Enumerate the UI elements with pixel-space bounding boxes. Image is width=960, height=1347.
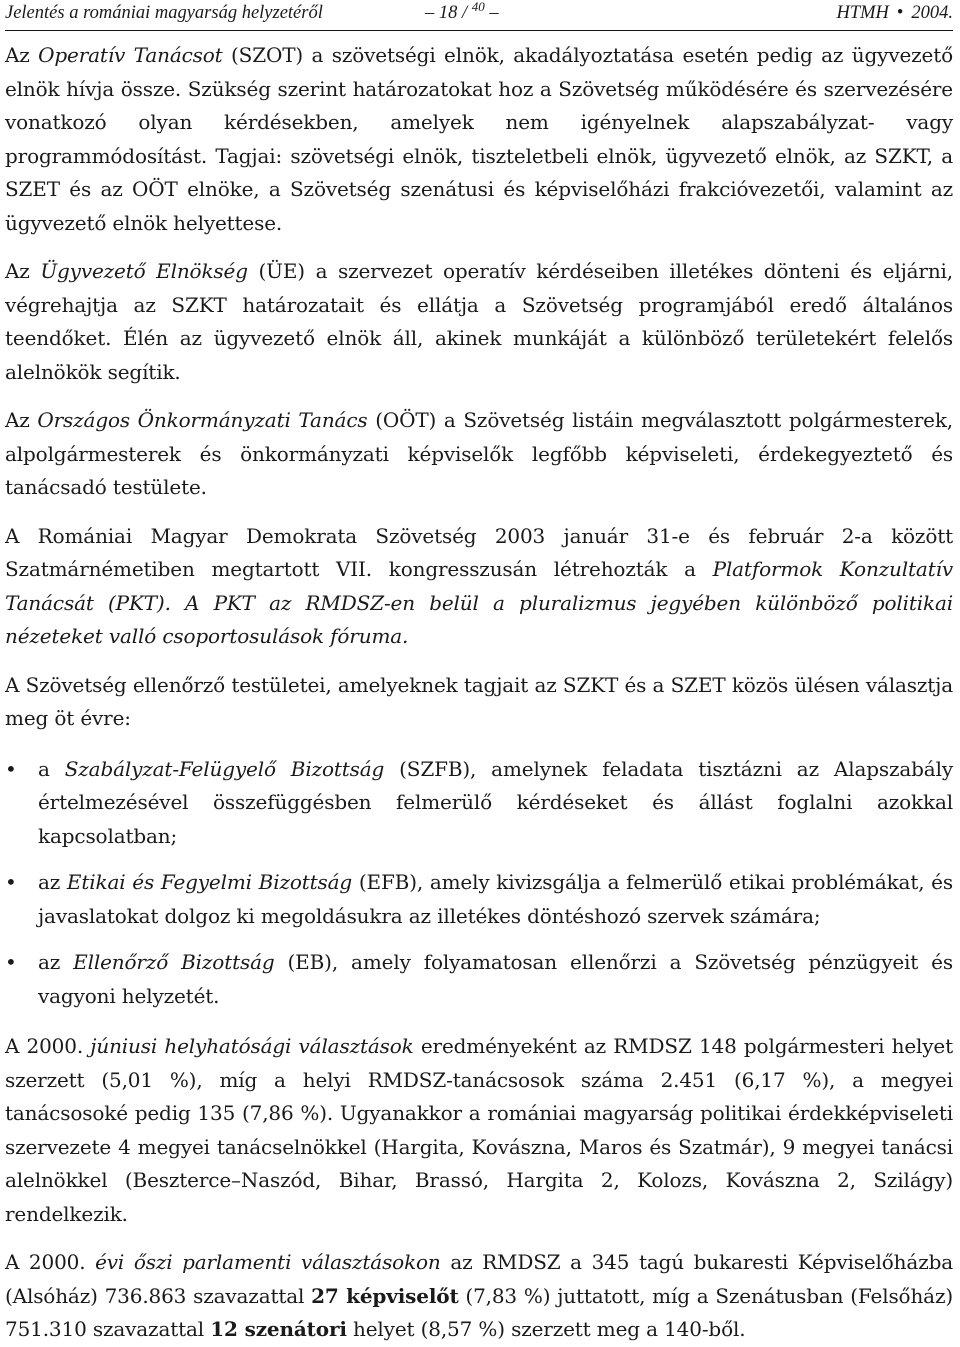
- text-span: (EB), amely folyamatosan ellenőrzi a Szövetség pénzügyeit és vagyoni helyzetét.: [38, 950, 953, 1008]
- text-span: (OÖT) a Szövetség listáin megválasztott polgármesterek, alpolgármesterek és önkormányzati képviselők legfőbb képviseleti, érdekegyeztető és tanácsadó testülete.: [5, 408, 953, 499]
- page-current: 18 /: [438, 3, 468, 23]
- page-total: 40: [471, 0, 485, 14]
- header-title: Jelentés a romániai magyarság helyzetéről: [5, 3, 323, 23]
- text-span: (ÜE) a szervezet operatív kérdéseiben illetékes dönteni és eljárni, végrehajtja az SZKT határozatait és ellátja a Szövetség programjából eredő általános teendőket. Élén az ügyvezető elnök áll, akinek munkáját a különböző területekért felelős alelnökök segítik.: [5, 259, 954, 384]
- control-bodies-list: [5, 753, 953, 1014]
- header-org-year: [836, 3, 953, 24]
- paragraph-control-bodies: [5, 669, 953, 736]
- italic-term: Országos Önkormányzati Tanács: [37, 408, 368, 432]
- text-span: Az: [5, 408, 38, 432]
- paragraph-pkt: [5, 520, 953, 654]
- text-span: (7,83 %) juttatott, míg a Szenátusban (Felsőház) 751.310 szavazattal: [5, 1283, 953, 1341]
- header-bullet: •: [896, 3, 904, 23]
- text-span: A 2000.: [5, 1034, 91, 1058]
- paragraph-oot: [5, 404, 953, 505]
- italic-term: Szabályzat-Felügyelő Bizottság: [64, 756, 385, 781]
- text-span: A Szövetség ellenőrző testületei, amelyeknek tagjait az SZKT és a SZET közös ülésen választja meg öt évre:: [5, 672, 953, 730]
- text-span: az: [38, 950, 74, 974]
- text-span: eredményeként az RMDSZ 148 polgármesteri helyet szerzett (5,01 %), míg a helyi RMDSZ-tanácsosok száma 2.451 (6,17 %), a megyei tanácsosoké pedig 135 (7,86 %). Ugyanakkor a romániai magyarság politikai érdekképviseleti szervezete 4 megyei tanácselnökkel (Hargita, Kovászna, Maros és Szatmár), 9 megyei tanácsi alelnökkel (Beszterce–Naszód, Bihar, Brassó, Hargita 2, Kolozs, Kovászna 2, Szilágy) rendelkezik.: [5, 1034, 954, 1226]
- list-item: [5, 866, 953, 933]
- page-header: [5, 0, 953, 31]
- list-item: [5, 946, 953, 1013]
- text-span: (EFB), amely kivizsgálja a felmerülő etikai problémákat, és javaslatokat dolgoz ki megoldásukra az illetékes döntéshozó szervek számára;: [38, 870, 953, 928]
- italic-term: júniusi helyhatósági választások: [90, 1034, 414, 1058]
- italic-term: évi őszi parlamenti választásokon: [95, 1250, 441, 1274]
- text-span: A 2000.: [5, 1250, 96, 1274]
- text-span: Az: [5, 259, 41, 283]
- header-year: 2004.: [911, 3, 953, 23]
- text-span: Az: [5, 43, 39, 67]
- italic-term: Ellenőrző Bizottság: [73, 950, 275, 974]
- italic-term: Platformok Konzultatív Tanácsát (PKT). A PKT az RMDSZ-en belül a pluralizmus jegyében különböző politikai nézeteket valló csoportosulások fóruma.: [5, 557, 953, 648]
- bold-figure: 27 képviselőt: [311, 1283, 459, 1308]
- page-number: – 18 / $^{40}$ –: [425, 0, 499, 23]
- bold-figure: 12 szenátori: [210, 1317, 347, 1341]
- italic-term: Operatív Tanácsot: [38, 43, 223, 67]
- italic-term: Etikai és Fegyelmi Bizottság: [66, 870, 353, 894]
- italic-term: Ügyvezető Elnökség: [40, 259, 248, 283]
- bullet-icon: •: [5, 756, 17, 781]
- text-span: helyet (8,57 %) szerzett meg a 140-ből.: [346, 1317, 746, 1341]
- paragraph-parliamentary-elections: [5, 1246, 953, 1347]
- text-span: a: [38, 756, 65, 781]
- header-org: HTMH: [836, 3, 889, 23]
- text-span: (SZOT) a szövetségi elnök, akadályoztatása esetén pedig az ügyvezető elnök hívja össze. Szükség szerint határozatokat hoz a Szövetség működésére és szervezésére vonatkozó olyan kérdésekben, amelyek nem igényelnek alapszabályzat- vagy programmódosítást. Tagjai: szövetségi elnök, tiszteletbeli elnök, ügyvezető elnök, az SZKT, a SZET és az OÖT elnöke, a Szövetség szenátusi és képviselőházi frakcióvezetői, valamint az ügyvezető elnök helyettese.: [5, 43, 954, 235]
- bullet-icon: •: [5, 950, 17, 974]
- text-span: (SZFB), amelynek feladata tisztázni az Alapszabály értelmezésével összefüggésben felmerülő kérdéseket és állást foglalni azokkal kapcsolatban;: [38, 756, 953, 848]
- paragraph-szot: [5, 39, 953, 240]
- list-item: [5, 753, 953, 854]
- paragraph-ue: [5, 255, 953, 389]
- paragraph-local-elections: [5, 1030, 953, 1231]
- text-span: A Romániai Magyar Demokrata Szövetség 2003 január 31-e és február 2-a között Szatmárnémetiben megtartott VII. kongresszusán létrehozták a: [5, 523, 953, 581]
- bullet-icon: •: [5, 870, 17, 894]
- text-span: az RMDSZ a 345 tagú bukaresti Képviselőházba (Alsóház) 736.863 szavazattal: [5, 1250, 954, 1308]
- text-span: az: [38, 870, 67, 894]
